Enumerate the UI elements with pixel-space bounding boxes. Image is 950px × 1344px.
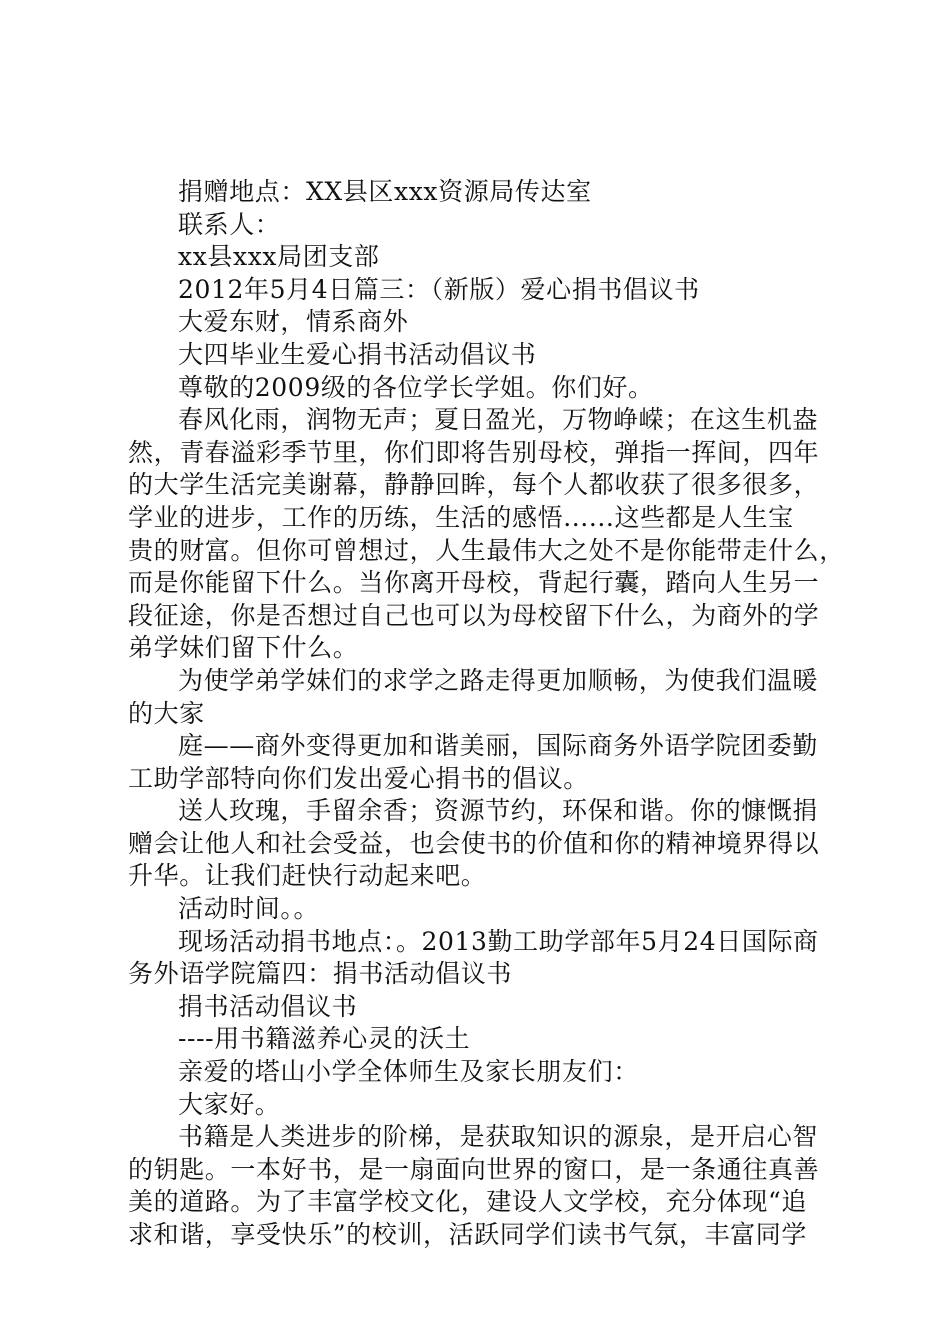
paragraph — [128, 404, 845, 665]
text-line: 捐赠地点：XX县区xxx资源局传达室 — [178, 177, 592, 206]
text-line: 现场活动捐书地点：。2013勤工助学部年5月24日国际商 — [178, 926, 819, 956]
paragraph — [128, 1056, 832, 1089]
text-line: 学业的进步，工作的历练，生活的感悟......这些都是人生宝 — [128, 502, 794, 532]
text-line: 段征途，你是否想过自己也可以为母校留下什么，为商外的学 — [128, 600, 820, 630]
paragraph — [128, 274, 832, 307]
text-line: 大四毕业生爱心捐书活动倡议书 — [178, 339, 537, 369]
text-line: 然，青春溢彩季节里，你们即将告别母校，弹指一挥间，四年 — [128, 437, 820, 467]
text-line: 工助学部特向你们发出爱心捐书的倡议。 — [128, 763, 589, 793]
paragraph — [128, 730, 832, 795]
text-line: 捐书活动倡议书 — [178, 991, 358, 1021]
paragraph — [128, 926, 832, 991]
text-line: 尊敬的2009级的各位学长学姐。你们好。 — [178, 372, 654, 402]
text-line: 为使学弟学妹们的求学之路走得更加顺畅，为使我们温暖 — [178, 665, 819, 695]
text-line: 亲爱的塔山小学全体师生及家长朋友们： — [178, 1057, 639, 1087]
text-line: 书籍是人类进步的阶梯，是获取知识的源泉，是开启心智 — [178, 1122, 819, 1152]
text-line: 的大家 — [128, 698, 205, 728]
paragraph — [128, 1089, 832, 1122]
paragraph — [128, 1121, 832, 1251]
paragraph — [128, 665, 832, 730]
text-line: 的钥匙。一本好书，是一扇面向世界的窗口，是一条通往真善 — [128, 1154, 820, 1184]
paragraph — [128, 241, 832, 274]
text-line: 升华。让我们赶快行动起来吧。 — [128, 861, 487, 891]
text-line: 务外语学院篇四：捐书活动倡议书 — [128, 959, 513, 989]
text-line: 而是你能留下什么。当你离开母校，背起行囊，踏向人生另一 — [128, 568, 820, 598]
text-line: 弟学妹们留下什么。 — [128, 633, 359, 663]
text-line: 2012年5月4日篇三：（新版）爱心捐书倡议书 — [178, 274, 700, 304]
text-line: 的大学生活完美谢幕，静静回眸，每个人都收获了很多很多， — [128, 470, 820, 500]
paragraph — [128, 339, 832, 372]
text-line: 联系人： — [178, 209, 281, 239]
paragraph — [128, 795, 832, 893]
paragraph — [128, 991, 832, 1024]
paragraph — [128, 372, 832, 405]
text-line: 贵的财富。但你可曾想过，人生最伟大之处不是你能带走什么， — [128, 535, 845, 565]
text-line: 赠会让他人和社会受益，也会使书的价值和你的精神境界得以 — [128, 828, 820, 858]
paragraph — [128, 306, 832, 339]
text-line: 庭——商外变得更加和谐美丽，国际商务外语学院团委勤 — [178, 731, 819, 761]
paragraph — [128, 209, 832, 242]
text-line: ----用书籍滋养心灵的沃土 — [178, 1024, 471, 1054]
text-line: 送人玫瑰，手留余香；资源节约，环保和谐。你的慷慨捐 — [178, 796, 819, 826]
paragraph — [128, 1023, 832, 1056]
text-line: xx县xxx局团支部 — [178, 242, 380, 272]
text-line: 大家好。 — [178, 1089, 281, 1119]
text-line: 春风化雨，润物无声；夏日盈光，万物峥嵘；在这生机盎 — [178, 405, 819, 435]
text-line: 求和谐，享受快乐”的校训，活跃同学们读书气氛，丰富同学 — [128, 1220, 807, 1249]
text-line: 大爱东财，情系商外 — [178, 307, 409, 337]
text-line: 美的道路。为了丰富学校文化，建设人文学校，充分体现“追 — [128, 1187, 807, 1217]
document-body — [128, 176, 845, 1252]
paragraph — [128, 893, 832, 926]
text-line: 活动时间。。 — [178, 894, 320, 924]
paragraph — [128, 176, 832, 209]
